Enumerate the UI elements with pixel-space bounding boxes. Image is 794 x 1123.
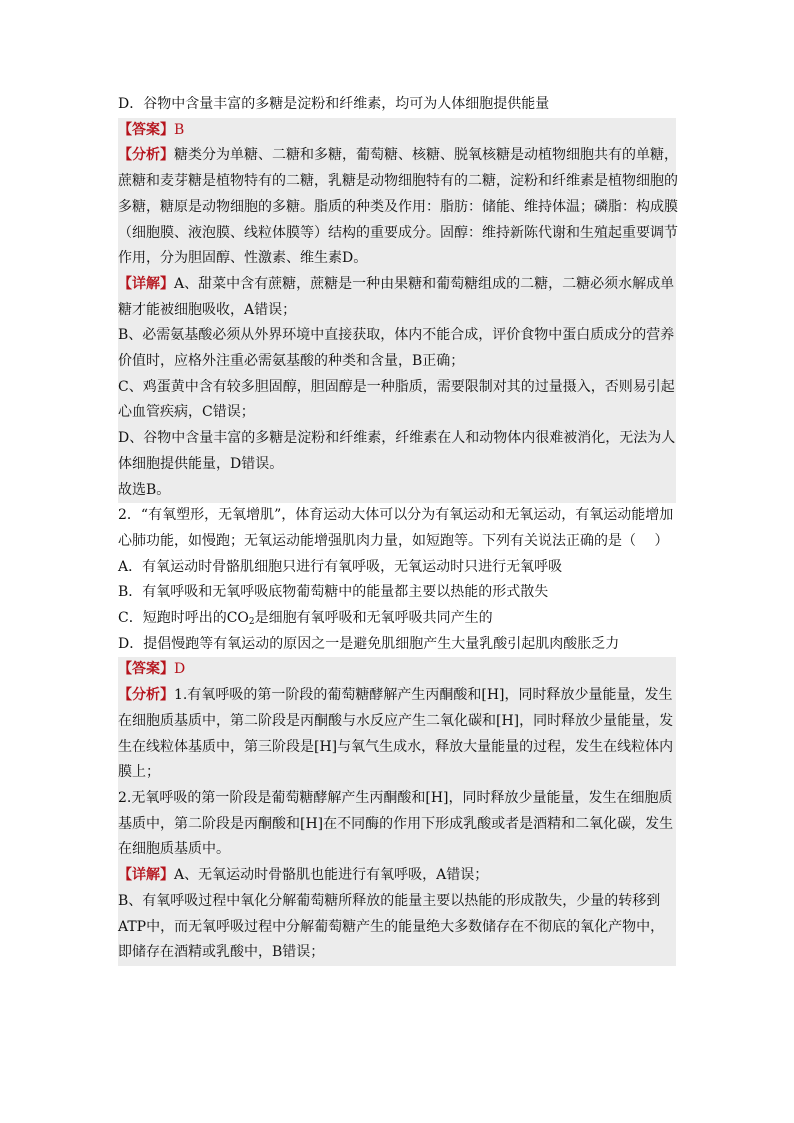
- detail-line: 价值时，应格外注重必需氨基酸的种类和含量，B正确；: [118, 353, 465, 370]
- analysis-line: 1.有氧呼吸的第一阶段的葡萄糖酵解产生丙酮酸和[H]，同时释放少量能量，发生: [174, 687, 673, 704]
- analysis-line: 膜上；: [118, 764, 160, 781]
- q2-answer: [118, 657, 676, 683]
- q1-detail: [118, 272, 676, 503]
- detail-line: B、有氧呼吸过程中氧化分解葡萄糖所释放的能量主要以热能的形成散失，少量的转移到: [118, 892, 661, 909]
- q2-option-a: A．有氧运动时骨骼肌细胞只进行有氧呼吸，无氧运动时只进行无氧呼吸: [118, 558, 563, 575]
- analysis-line: 2.无氧呼吸的第一阶段是葡萄糖酵解产生丙酮酸和[H]，同时释放少量能量，发生在细胞质: [118, 789, 673, 806]
- answer-tag: 【答案】: [118, 121, 174, 138]
- detail-line: A、无氧运动时骨骼肌也能进行有氧呼吸，A错误；: [174, 867, 489, 884]
- detail-conclusion: 故选B。: [118, 481, 171, 498]
- analysis-line: 多糖，糖原是动物细胞的多糖。脂质的种类及作用：脂肪：储能、维持体温；磷脂：构成膜: [118, 198, 678, 215]
- detail-tag: 【详解】: [118, 275, 174, 292]
- q2-options: [118, 555, 676, 658]
- document-page: [118, 92, 676, 966]
- analysis-tag: 【分析】: [118, 687, 174, 704]
- answer-tag: 【答案】: [118, 661, 174, 678]
- detail-line: B、必需氨基酸必须从外界环境中直接获取，体内不能合成，评价食物中蛋白质成分的营养: [118, 327, 675, 344]
- q2-option-c: C．短跑时呼出的$CO_2$是细胞有氧呼吸和无氧呼吸共同产生的: [118, 610, 493, 628]
- q2-option-b: B．有氧呼吸和无氧呼吸底物葡萄糖中的能量都主要以热能的形式散失: [118, 584, 549, 601]
- detail-line: A、甜菜中含有蔗糖，蔗糖是一种由果糖和葡萄糖组成的二糖，二糖必须水解成单: [174, 275, 675, 292]
- analysis-line: （细胞膜、液泡膜、线粒体膜等）结构的重要成分。固醇：维持新陈代谢和生殖起重要调节: [118, 224, 678, 241]
- analysis-line: 蔗糖和麦芽糖是植物特有的二糖，乳糖是动物细胞特有的二糖，淀粉和纤维素是植物细胞的: [118, 173, 678, 190]
- analysis-line: 糖类分为单糖、二糖和多糖，葡萄糖、核糖、脱氧核糖是动植物细胞共有的单糖，: [174, 147, 678, 164]
- detail-line: 糖才能被细胞吸收，A错误；: [118, 301, 297, 318]
- stem-line: 心肺功能，如慢跑；无氧运动能增强肌肉力量，如短跑等。下列有关说法正确的是（ ）: [118, 532, 669, 549]
- analysis-line: 作用，分为胆固醇、性激素、维生素D。: [118, 250, 368, 267]
- detail-tag: 【详解】: [118, 867, 174, 884]
- q2-option-d: D．提倡慢跑等有氧运动的原因之一是避免肌细胞产生大量乳酸引起肌肉酸胀乏力: [118, 635, 620, 652]
- detail-line: C、鸡蛋黄中含有较多胆固醇，胆固醇是一种脂质，需要限制对其的过量摄入，否则易引起: [118, 378, 675, 395]
- q1-answer: [118, 118, 676, 144]
- q2-analysis: [118, 683, 676, 863]
- analysis-line: 在细胞质基质中，第二阶段是丙酮酸与水反应产生二氧化碳和[H]，同时释放少量能量，发: [118, 712, 674, 729]
- q2-detail: [118, 863, 676, 966]
- analysis-line: 生在线粒体基质中，第三阶段是[H]与氧气生成水，释放大量能量的过程，发生在线粒体内: [118, 738, 674, 755]
- detail-line: 心血管疾病，C错误；: [118, 404, 255, 421]
- detail-line: 体细胞提供能量，D错误。: [118, 455, 284, 472]
- answer-value: B: [174, 121, 185, 138]
- answer-value: D: [174, 661, 186, 678]
- q2-stem: [118, 503, 676, 554]
- detail-line: ATP中，而无氧呼吸过程中分解葡萄糖产生的能量绝大多数储存在不彻底的氧化产物中，: [118, 918, 665, 935]
- analysis-tag: 【分析】: [118, 147, 174, 164]
- q1-option-d: D．谷物中含量丰富的多糖是淀粉和纤维素，均可为人体细胞提供能量: [118, 96, 550, 112]
- detail-line: 即储存在酒精或乳酸中，B错误；: [118, 944, 325, 961]
- stem-line: 2．“有氧塑形，无氧增肌”，体育运动大体可以分为有氧运动和无氧运动，有氧运动能增加: [118, 507, 674, 524]
- analysis-line: 在细胞质基质中。: [118, 841, 230, 858]
- q1-analysis: [118, 143, 676, 272]
- detail-line: D、谷物中含量丰富的多糖是淀粉和纤维素，纤维素在人和动物体内很难被消化，无法为人: [118, 430, 676, 447]
- analysis-line: 基质中，第二阶段是丙酮酸和[H]在不同酶的作用下形成乳酸或者是酒精和二氧化碳，发生: [118, 815, 674, 832]
